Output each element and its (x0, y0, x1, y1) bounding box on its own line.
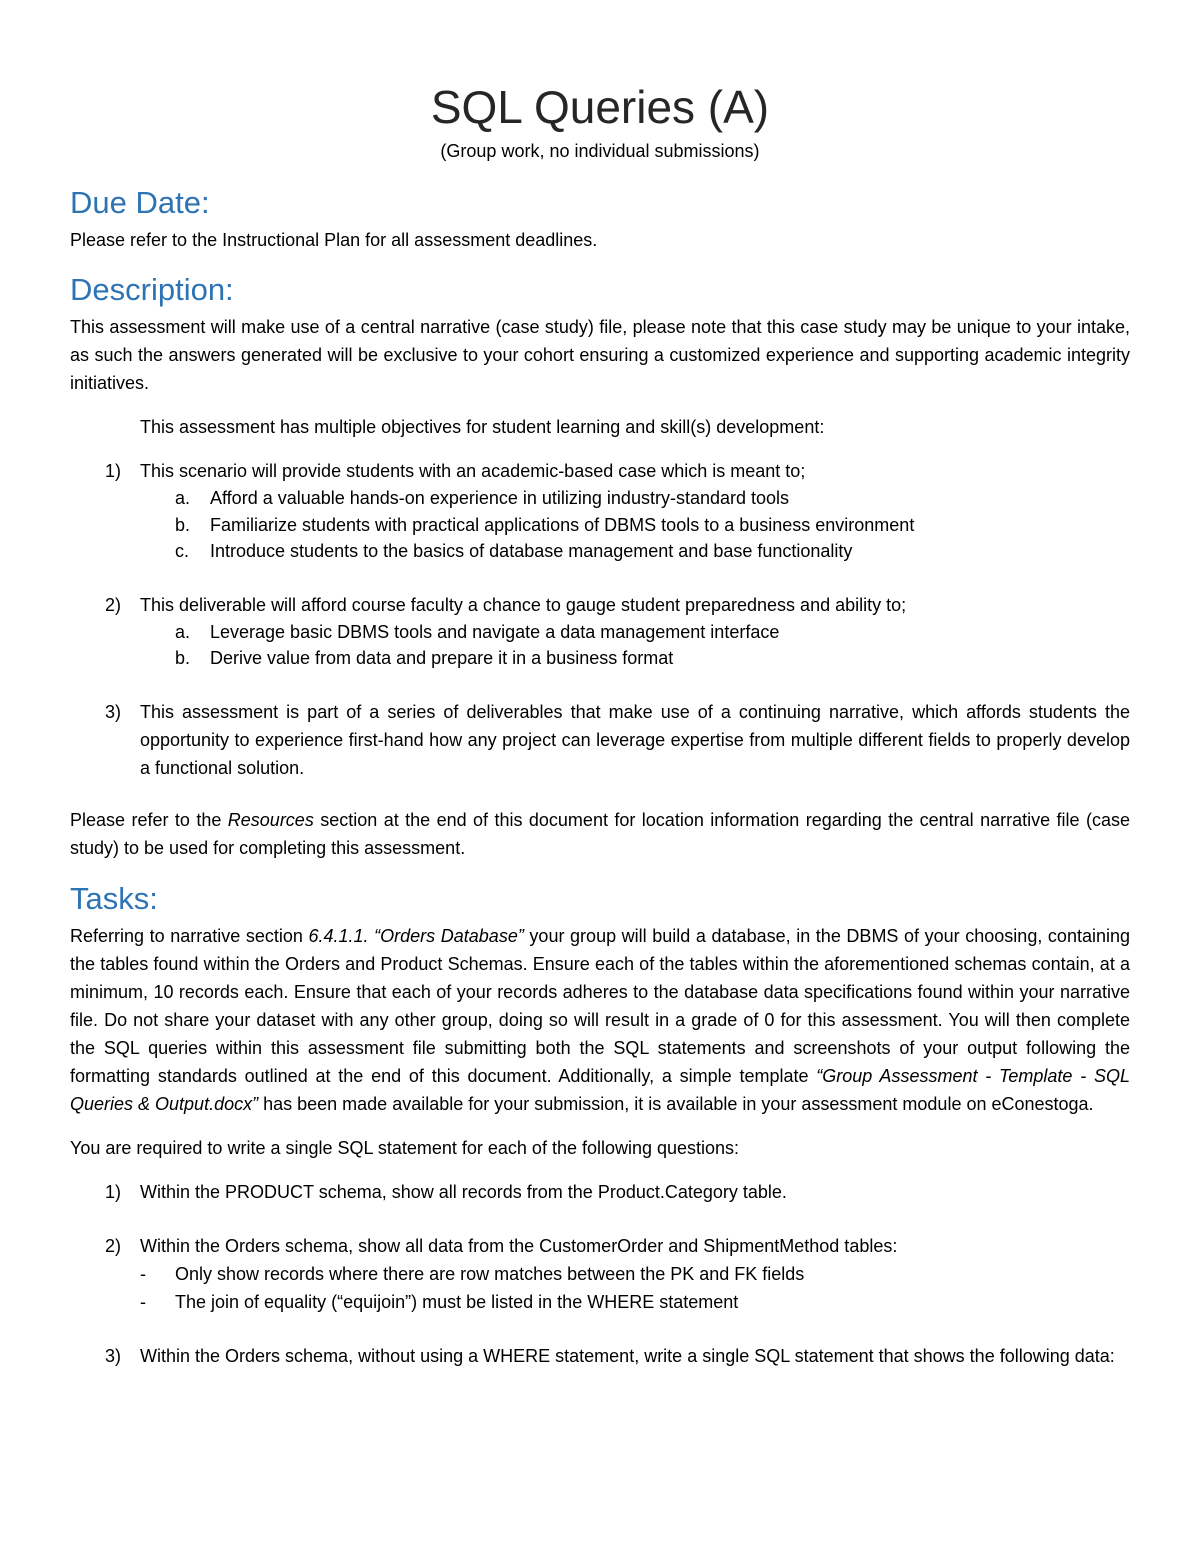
tasks-text-part: your group will build a database, in the DBMS of your choosing, containing the tables found within the Orders and Product Schemas. Ensure each of the tables within the aforementioned schemas contain, at a minimum, 10 records each. Ensure that each of your records adheres to the database data specifications found within your narrative file. Do not share your dataset with any other group, doing so will result in a grade of 0 for this assessment. You will then complete the SQL queries within this assessment file submitting both the SQL statements and screenshots of your output following the formatting standards outlined at the end of this document. Additionally, a simple template (70, 925, 1130, 1086)
objective-subitem (140, 645, 1130, 672)
due-date-text: Please refer to the Instructional Plan for all assessment deadlines. (70, 230, 598, 250)
document-page (70, 78, 1130, 1370)
objective-item (70, 698, 1130, 782)
question-text: Within the Orders schema, without using a WHERE statement, write a single SQL statement that shows the following data: (140, 1345, 1115, 1366)
objective-subitem (140, 538, 1130, 565)
template-file-name: “Group Assessment - Template - SQL Queries & Output.docx” (70, 1065, 1131, 1114)
description-intro: This assessment will make use of a central narrative (case study) file, please note that this case study may be unique to your intake, as such the answers generated will be exclusive to your cohort ensuring a customized experience and supporting academic integrity initiatives. (70, 317, 1130, 393)
question-number: 1) (105, 1181, 122, 1202)
question-sublist (140, 1260, 1130, 1316)
question-text: Within the PRODUCT schema, show all records from the Product.Category table. (140, 1181, 787, 1202)
subitem-marker: a. (175, 621, 191, 642)
tasks-paragraph (70, 922, 1130, 1118)
subitem-text: Leverage basic DBMS tools and navigate a data management interface (210, 621, 780, 642)
subitem-marker: b. (175, 514, 191, 535)
objective-item (70, 457, 1130, 565)
question-subitem (140, 1288, 1130, 1316)
objective-sublist (140, 485, 1130, 565)
subitem-text: Familiarize students with practical applications of DBMS tools to a business environment (210, 514, 915, 535)
question-subitem (140, 1260, 1130, 1288)
document-title: SQL Queries (A) (430, 81, 770, 133)
objective-number: 3) (105, 701, 122, 722)
question-subitem-text: The join of equality (“equijoin”) must be listed in the WHERE statement (175, 1291, 739, 1312)
resources-link-text: Resources (227, 809, 314, 830)
question-item (70, 1342, 1130, 1370)
objective-subitem (140, 619, 1130, 646)
question-item (70, 1232, 1130, 1316)
objective-subitem (140, 485, 1130, 512)
question-subitem-text: Only show records where there are row matches between the PK and FK fields (175, 1263, 805, 1284)
document-subtitle: (Group work, no individual submissions) (440, 141, 760, 161)
objective-number: 2) (105, 594, 122, 615)
tasks-heading: Tasks: (70, 880, 158, 916)
resources-note-start: Please refer to the (70, 809, 228, 830)
objectives-list (70, 457, 1130, 782)
objective-text: This assessment is part of a series of deliverables that make use of a continuing narrative, which affords students the opportunity to experience first-hand how any project can leverage expertise from multiple different fields to properly develop a functional solution. (140, 701, 1130, 778)
question-number: 3) (105, 1345, 122, 1366)
tasks-text-part: Referring to narrative section (70, 925, 309, 946)
required-statement: You are required to write a single SQL statement for each of the following questions: (70, 1137, 740, 1158)
subitem-marker: b. (175, 648, 191, 668)
subitem-text: Introduce students to the basics of database management and base functionality (210, 541, 853, 561)
resources-note-end: section at the end of this document for location information regarding the central narrative file (case study) to be used for completing this assessment. (70, 809, 1130, 858)
objective-item (70, 591, 1130, 672)
dash-marker: - (140, 1291, 146, 1312)
description-heading: Description: (70, 272, 234, 307)
questions-list (70, 1178, 1130, 1370)
objective-number: 1) (105, 461, 122, 481)
subitem-text: Derive value from data and prepare it in a business format (210, 648, 674, 668)
tasks-text-part: has been made available for your submission, it is available in your assessment module on eConestoga. (258, 1093, 1094, 1114)
subitem-marker: c. (175, 541, 190, 561)
objective-text: This scenario will provide students with an academic-based case which is meant to; (140, 461, 806, 481)
resources-note (70, 806, 1130, 862)
question-text: Within the Orders schema, show all data from the CustomerOrder and ShipmentMethod tables: (140, 1235, 898, 1256)
subitem-text: Afford a valuable hands-on experience in utilizing industry-standard tools (210, 488, 790, 508)
dash-marker: - (140, 1263, 146, 1284)
objectives-intro: This assessment has multiple objectives for student learning and skill(s) development: (140, 417, 825, 437)
due-date-heading: Due Date: (70, 185, 210, 220)
objective-subitem (140, 512, 1130, 539)
narrative-section-ref: 6.4.1.1. “Orders Database” (308, 925, 524, 946)
question-number: 2) (105, 1235, 122, 1256)
objective-text: This deliverable will afford course faculty a chance to gauge student preparedness and ability to; (140, 594, 907, 615)
subitem-marker: a. (175, 488, 191, 508)
question-item (70, 1178, 1130, 1206)
objective-sublist (140, 619, 1130, 672)
